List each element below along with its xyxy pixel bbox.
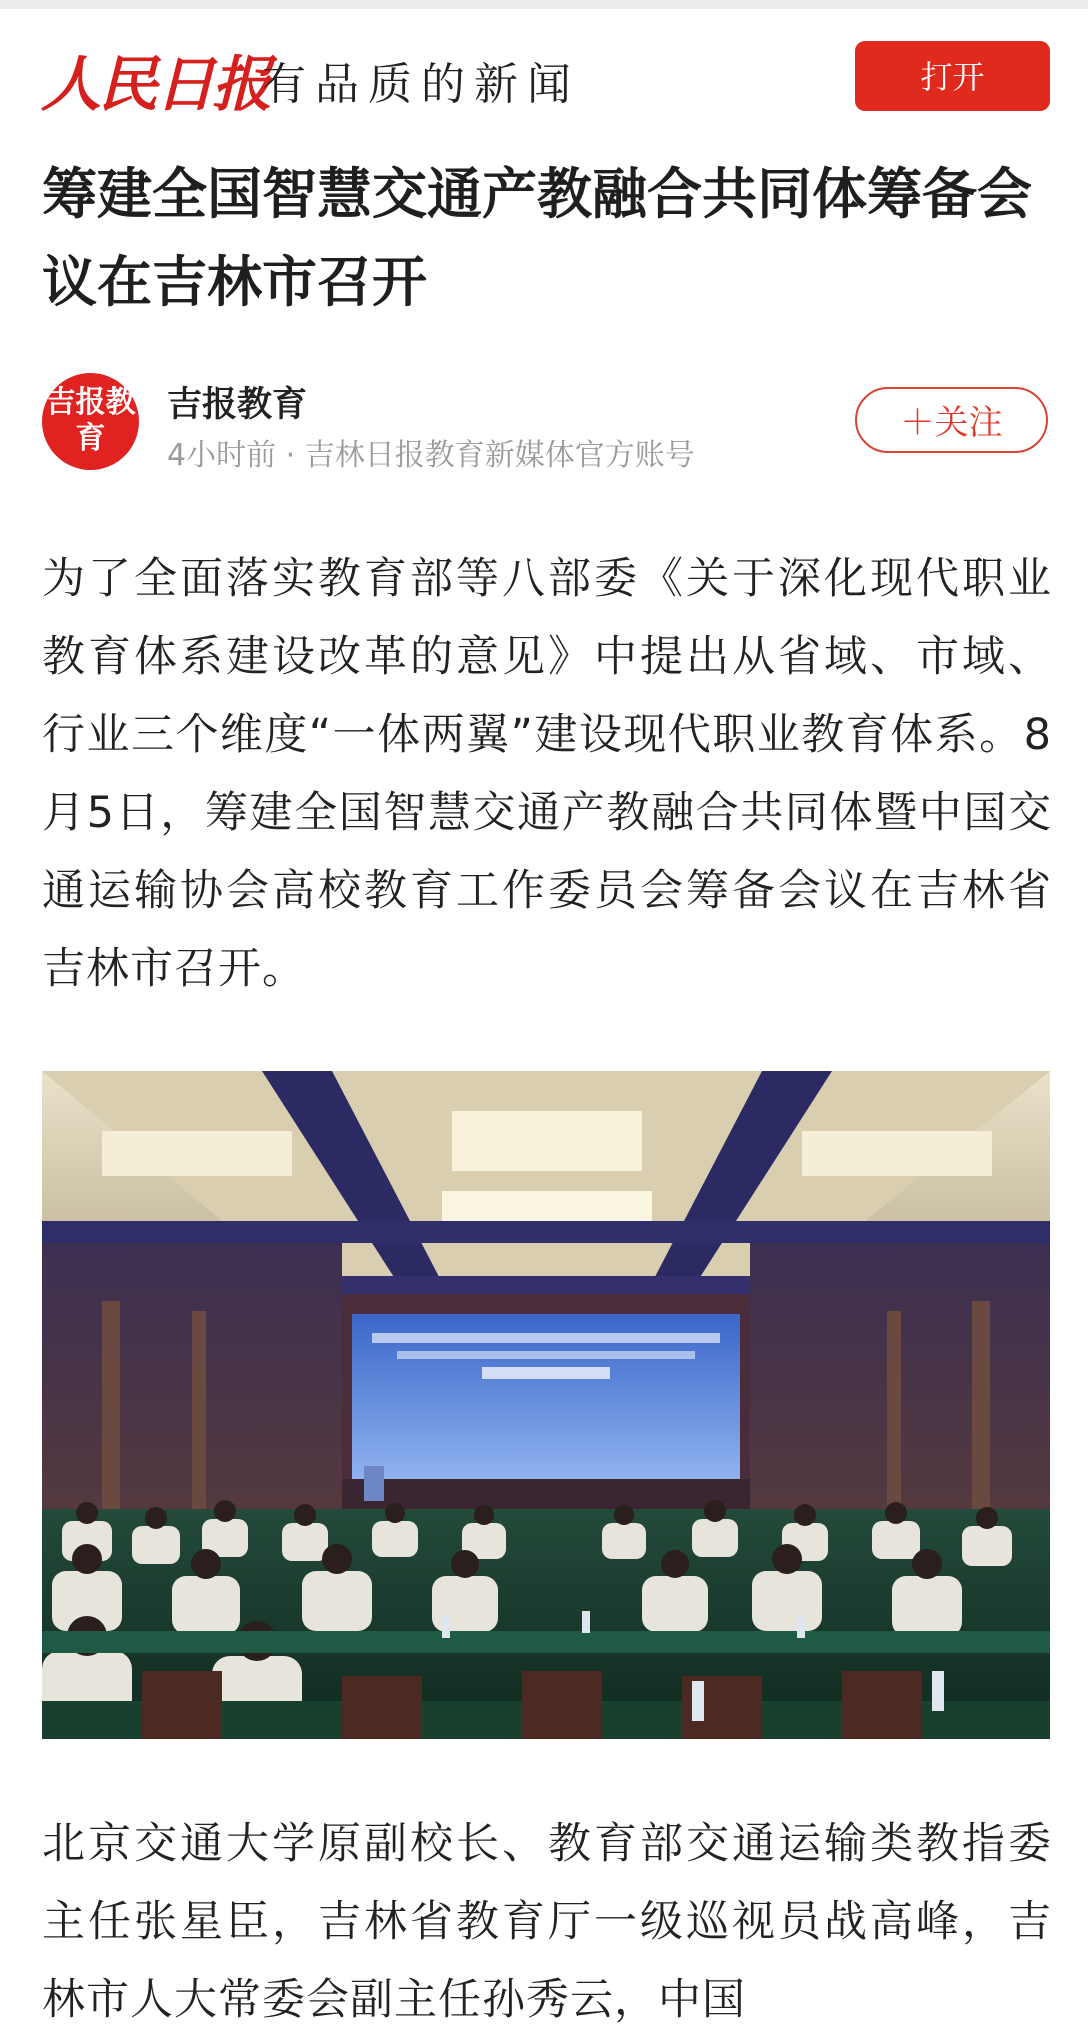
app-header [0,9,1088,149]
author-name[interactable]: 吉报教育 [167,385,308,425]
people-daily-logo: 人民日报 [41,50,269,120]
article-title: 筹建全国智慧交通产教融合共同体筹备会议在吉林市召开 [42,162,1033,314]
avatar-logo-text: 吉报教育 [45,385,136,456]
header-slogan: 有品质的新闻 [262,59,580,110]
conference-photo-illustration [42,1071,1050,1739]
top-divider [0,0,1088,9]
conference-photo[interactable] [42,1071,1050,1739]
author-meta: 4小时前 · 吉林日报教育新媒体官方账号 [167,438,695,473]
article-paragraph-2: 北京交通大学原副校长、教育部交通运输类教指委主任张星臣，吉林省教育厅一级巡视员战高峰，吉林市人大常委会副主任孙秀云，中国 [42,1819,1052,2025]
open-app-button[interactable]: 打开 [855,41,1050,111]
article-paragraph-1: 为了全面落实教育部等八部委《关于深化现代职业教育体系建设改革的意见》中提出从省域、市域、行业三个维度“一体两翼”建设现代职业教育体系。8月5日，筹建全国智慧交通产教融合共同体暨中国交通运输协会高校教育工作委员会筹备会议在吉林省吉林市召开。 [42,554,1052,994]
author-avatar[interactable] [42,373,139,470]
author-bar [0,365,1088,480]
follow-button[interactable]: ＋关注 [855,387,1048,453]
